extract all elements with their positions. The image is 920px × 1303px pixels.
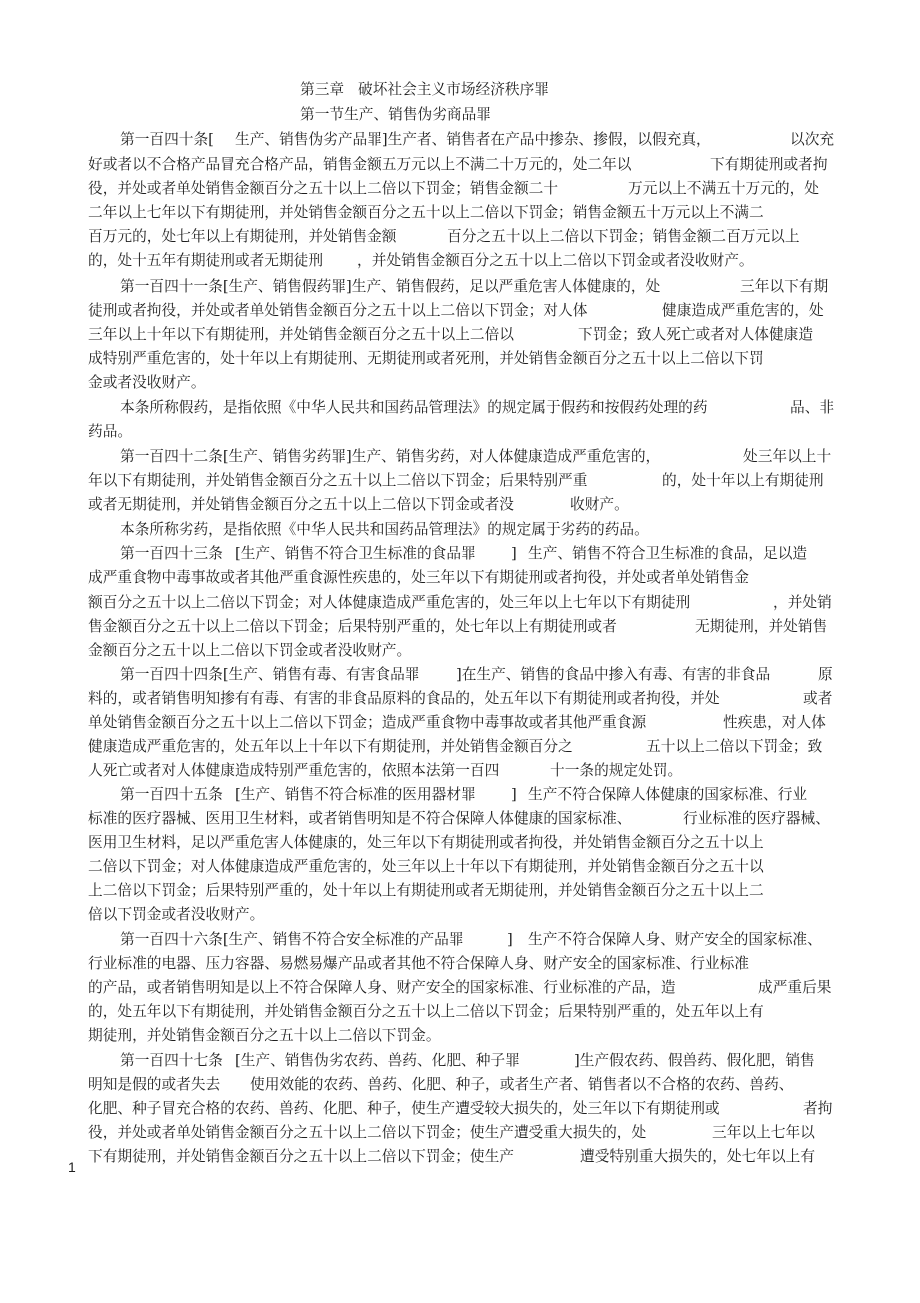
text-run: 的，处十五年有期徒刑或者无期徒刑 [88, 252, 324, 269]
text-run: 健康造成严重危害的，处五年以上十年以下有期徒刑，并处销售金额百分之 [88, 738, 573, 755]
article-142-line [0, 472, 920, 490]
text-run: 五十以上二倍以下罚金；致 [646, 738, 823, 755]
article-141-note-line [0, 399, 920, 417]
article-140-line [0, 156, 920, 174]
article-142-line [0, 496, 920, 514]
text-run: 第一百四十一条[生产、销售假药罪]生产、销售假药，足以严重危害人体健康的，处 [120, 278, 661, 295]
text-run: 二年以上七年以下有期徒刑，并处销售金额百分之五十以上二倍以下罚金；销售金额五十万元以上不满二 [88, 204, 764, 221]
article-141-note-line [0, 423, 920, 441]
text-run: 原 [818, 666, 833, 683]
text-run: 金或者没收财产。 [88, 374, 206, 391]
article-146-line [0, 955, 920, 973]
text-run: 行业标准的医疗器械、 [683, 810, 830, 827]
text-run: 第一百四十三条 [120, 545, 223, 562]
section-title: 第一节生产、销售伪劣商品罪 [300, 106, 491, 123]
text-run: 收财产。 [570, 496, 629, 513]
text-run: 本条所称假药，是指依照《中华人民共和国药品管理法》的规定属于假药和按假药处理的药 [120, 399, 708, 416]
article-140-line [0, 131, 920, 149]
text-run: 行业标准的电器、压力容器、易燃易爆产品或者其他不符合保障人身、财产安全的国家标准、行业标准 [88, 955, 749, 972]
text-run: 或者 [803, 690, 833, 707]
article-147-line [0, 1076, 920, 1094]
text-run: 或者无期徒刑，并处销售金额百分之五十以上二倍以下罚金或者没 [88, 496, 514, 513]
article-141-line [0, 326, 920, 344]
text-run: 役，并处或者单处销售金额百分之五十以上二倍以下罚金；使生产遭受重大损失的，处 [88, 1124, 647, 1141]
article-144-line [0, 762, 920, 780]
text-run: 无期徒刑，并处销售 [695, 618, 828, 635]
text-run: 金额百分之五十以上二倍以下罚金或者没收财产。 [88, 642, 412, 659]
text-run: 下有期徒刑，并处销售金额百分之五十以上二倍以下罚金；使生产 [88, 1148, 514, 1165]
article-144-line [0, 690, 920, 708]
article-141-line [0, 278, 920, 296]
section-heading [0, 106, 920, 124]
article-140-line [0, 180, 920, 198]
text-run: 成严重后果 [758, 979, 832, 996]
text-run: ，并处销 [773, 594, 832, 611]
text-run: 生产、销售伪劣产品罪]生产者、销售者在产品中掺杂、掺假，以假充真， [235, 131, 711, 148]
article-143-line [0, 545, 920, 563]
text-run: 第一百四十二条[生产、销售劣药罪]生产、销售劣药，对人体健康造成严重危害的， [120, 448, 661, 465]
article-146-line [0, 1027, 920, 1045]
text-run: ] [511, 786, 517, 803]
text-run: 健康造成严重危害的，处 [662, 302, 824, 319]
article-147-line [0, 1148, 920, 1166]
text-run: 上二倍以下罚金；后果特别严重的，处十年以上有期徒刑或者无期徒刑，并处销售金额百分之五十以上二 [88, 882, 764, 899]
text-run: 十一条的规定处罚。 [550, 762, 683, 779]
text-run: 百分之五十以上二倍以下罚金；销售金额二百万元以上 [447, 228, 800, 245]
text-run: 第一百四十六条[生产、销售不符合安全标准的产品罪 [120, 931, 464, 948]
text-run: 第一百四十五条 [120, 786, 223, 803]
text-run: 处三年以上十 [743, 448, 832, 465]
article-146-line [0, 931, 920, 949]
text-run: 人死亡或者对人体健康造成特别严重危害的，依照本法第一百四 [88, 762, 500, 779]
article-146-line [0, 979, 920, 997]
text-run: 好或者以不合格产品冒充合格产品，销售金额五万元以上不满二十万元的，处二年以 [88, 156, 632, 173]
text-run: 标准的医疗器械、医用卫生材料，或者销售明知是不符合保障人体健康的国家标准、 [88, 810, 632, 827]
text-run: 徒刑或者拘役，并处或者单处销售金额百分之五十以上二倍以下罚金；对人体 [88, 302, 588, 319]
text-run: 料的，或者销售明知掺有有毒、有害的非食品原料的食品的，处五年以下有期徒刑或者拘役，并处 [88, 690, 720, 707]
text-run: 生产不符合保障人身、财产安全的国家标准、 [528, 931, 822, 948]
text-run: ] [507, 931, 513, 948]
text-run: 三年以上十年以下有期徒刑，并处销售金额百分之五十以上二倍以 [88, 326, 514, 343]
article-146-line [0, 1003, 920, 1021]
text-run: [生产、销售不符合卫生标准的食品罪 [235, 545, 476, 562]
text-run: 三年以上七年以 [712, 1124, 815, 1141]
article-140-line [0, 228, 920, 246]
article-141-line [0, 350, 920, 368]
text-run: 三年以下有期 [740, 278, 829, 295]
text-run: 下有期徒刑或者拘 [710, 156, 828, 173]
text-run: 成严重食物中毒事故或者其他严重食源性疾患的，处三年以下有期徒刑或者拘役，并处或者单处销售金 [88, 569, 749, 586]
text-run: 的产品，或者销售明知是以上不符合保障人身、财产安全的国家标准、行业标准的产品，造 [88, 979, 676, 996]
article-142-note-line [0, 521, 920, 539]
text-run: 医用卫生材料，足以严重危害人体健康的，处三年以下有期徒刑或者拘役，并处销售金额百分之五十以上 [88, 834, 764, 851]
text-run: 生产、销售不符合卫生标准的食品，足以造 [528, 545, 808, 562]
article-144-line [0, 714, 920, 732]
text-run: 使用效能的农药、兽药、化肥、种子，或者生产者、销售者以不合格的农药、兽药、 [250, 1076, 794, 1093]
article-145-line [0, 810, 920, 828]
text-run: 者拘 [803, 1100, 833, 1117]
text-run: 本条所称劣药，是指依照《中华人民共和国药品管理法》的规定属于劣药的药品。 [120, 521, 649, 538]
text-run: 明知是假的或者失去 [88, 1076, 221, 1093]
text-run: 额百分之五十以上二倍以下罚金；对人体健康造成严重危害的，处三年以上七年以下有期徒刑 [88, 594, 691, 611]
text-run: 的，处五年以下有期徒刑，并处销售金额百分之五十以上二倍以下罚金；后果特别严重的，处五年以上有 [88, 1003, 764, 1020]
text-run: ，并处销售金额百分之五十以上二倍以下罚金或者没收财产。 [357, 252, 754, 269]
chapter-number: 第三章 [300, 81, 345, 98]
text-run: 售金额百分之五十以上二倍以下罚金；后果特别严重的，处七年以上有期徒刑或者 [88, 618, 617, 635]
text-run: 品、非 [790, 399, 835, 416]
text-run: 成特别严重危害的，处十年以上有期徒刑、无期徒刑或者死刑，并处销售金额百分之五十以上二倍以下罚 [88, 350, 764, 367]
text-run: 二倍以下罚金；对人体健康造成严重危害的，处三年以上十年以下有期徒刑，并处销售金额百分之五十以 [88, 858, 764, 875]
article-144-line [0, 738, 920, 756]
text-run: 第一百四十条[ [120, 131, 214, 148]
article-142-line [0, 448, 920, 466]
article-143-line [0, 642, 920, 660]
text-run: 化肥、种子冒充合格的农药、兽药、化肥、种子，使生产遭受较大损失的，处三年以下有期徒刑或 [88, 1100, 720, 1117]
text-run: 性疾患，对人体 [723, 714, 826, 731]
text-run: 以次充 [790, 131, 835, 148]
article-140-line [0, 252, 920, 270]
article-145-line [0, 906, 920, 924]
text-run: 单处销售金额百分之五十以上二倍以下罚金；造成严重食物中毒事故或者其他严重食源 [88, 714, 647, 731]
text-run: [生产、销售不符合标准的医用器材罪 [235, 786, 476, 803]
article-140-line [0, 204, 920, 222]
text-run: 万元以上不满五十万元的，处 [628, 180, 819, 197]
text-run: ]生产假农药、假兽药、假化肥，销售 [574, 1052, 815, 1069]
text-run: 年以下有期徒刑，并处销售金额百分之五十以上二倍以下罚金；后果特别严重 [88, 472, 588, 489]
chapter-heading [0, 81, 920, 99]
text-run: 药品。 [88, 423, 133, 440]
article-147-line [0, 1124, 920, 1142]
text-run: 遭受特别重大损失的，处七年以上有 [580, 1148, 816, 1165]
page-number: 1 [68, 1159, 76, 1175]
article-143-line [0, 594, 920, 612]
text-run: 第一百四十四条[生产、销售有毒、有害食品罪 [120, 666, 420, 683]
chapter-title: 破坏社会主义市场经济秩序罪 [358, 81, 549, 98]
article-143-line [0, 569, 920, 587]
text-run: ] [511, 545, 517, 562]
article-143-line [0, 618, 920, 636]
text-run: 倍以下罚金或者没收财产。 [88, 906, 265, 923]
article-145-line [0, 858, 920, 876]
text-run: 第一百四十七条 [120, 1052, 223, 1069]
text-run: [生产、销售伪劣农药、兽药、化肥、种子罪 [235, 1052, 520, 1069]
article-141-line [0, 374, 920, 392]
article-147-line [0, 1052, 920, 1070]
article-145-line [0, 882, 920, 900]
article-145-line [0, 786, 920, 804]
article-147-line [0, 1100, 920, 1118]
text-run: 的，处十年以上有期徒刑 [662, 472, 824, 489]
text-run: 期徒刑，并处销售金额百分之五十以上二倍以下罚金。 [88, 1027, 441, 1044]
article-144-line [0, 666, 920, 684]
article-141-line [0, 302, 920, 320]
text-run: 役，并处或者单处销售金额百分之五十以上二倍以下罚金；销售金额二十 [88, 180, 559, 197]
text-run: 百万元的，处七年以上有期徒刑，并处销售金额 [88, 228, 397, 245]
text-run: 生产不符合保障人体健康的国家标准、行业 [528, 786, 808, 803]
text-run: ]在生产、销售的食品中掺入有毒、有害的非食品 [456, 666, 771, 683]
text-run: 下罚金；致人死亡或者对人体健康造 [578, 326, 814, 343]
article-145-line [0, 834, 920, 852]
